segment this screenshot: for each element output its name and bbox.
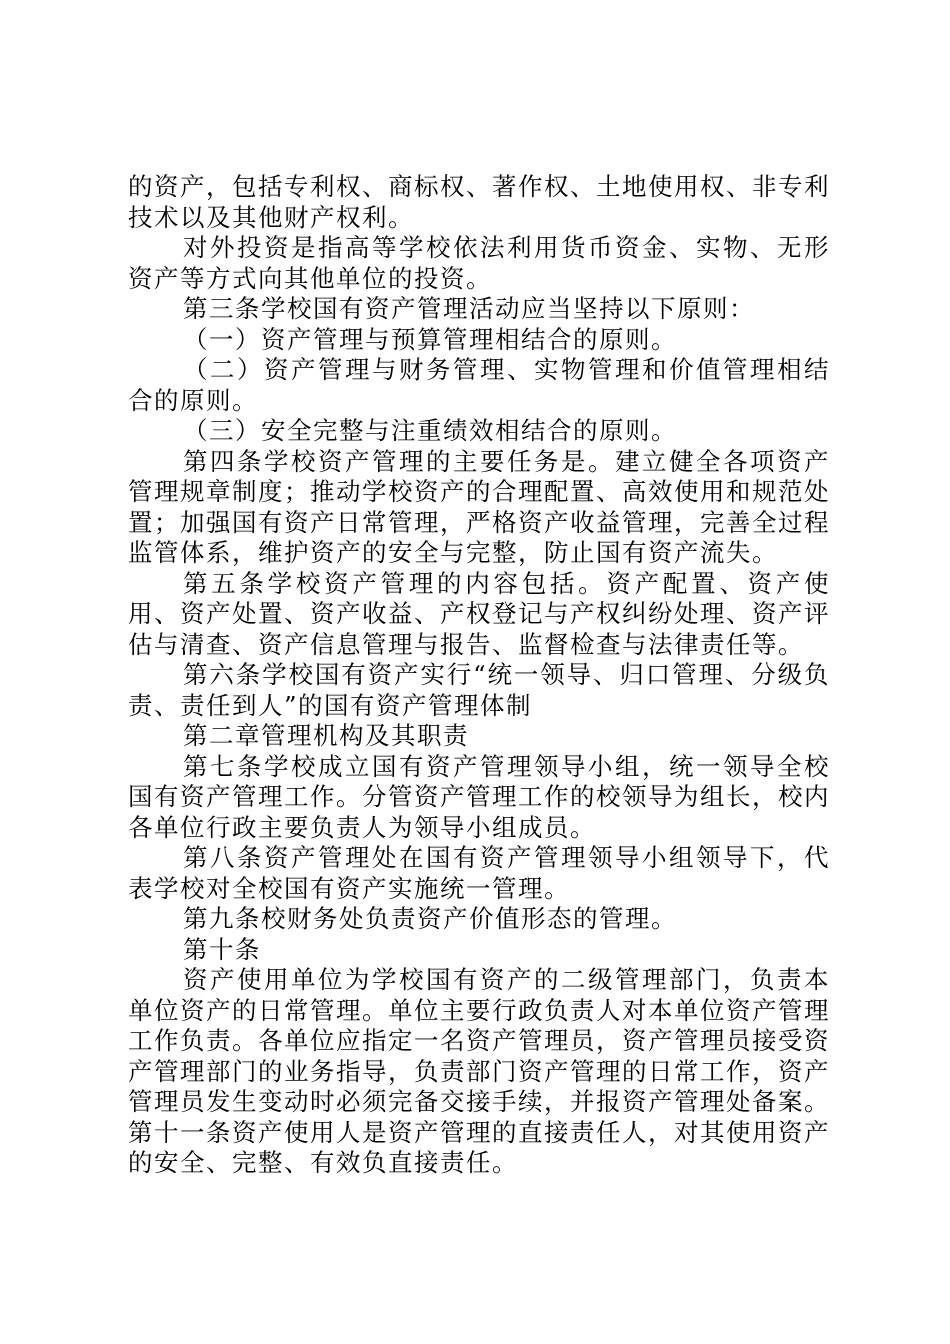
paragraph-intangible-assets-cont: 的资产，包括专利权、商标权、著作权、土地使用权、非专利技术以及其他财产权利。 bbox=[128, 172, 830, 232]
article-3: 第三条学校国有资产管理活动应当坚持以下原则： bbox=[183, 294, 755, 323]
article-9: 第九条校财务处负责资产价值形态的管理。 bbox=[183, 904, 677, 933]
article-10-body: 资产使用单位为学校国有资产的二级管理部门，负责本单位资产的日常管理。单位主要行政负责人对本单位资产管理工作负责。各单位应指定一名资产管理员，资产管理员接受资产管理部门的业务指导，负责部门资产管理的日常工作，资产管理员发生变动时必须完备交接手续，并报资产管理处备案。第十一条资产使用人是资产管理的直接责任人，对其使用资产的安全、完整、有效负直接责任。 bbox=[128, 965, 830, 1177]
chapter-2-heading: 第二章管理机构及其职责 bbox=[183, 721, 469, 750]
article-8: 第八条资产管理处在国有资产管理领导小组领导下，代表学校对全校国有资产实施统一管理。 bbox=[128, 843, 830, 903]
principle-2: （二）资产管理与财务管理、实物管理和价值管理相结合的原则。 bbox=[128, 355, 830, 415]
principle-3: （三）安全完整与注重绩效相结合的原则。 bbox=[183, 416, 677, 445]
document-body bbox=[128, 172, 830, 1179]
article-7: 第七条学校成立国有资产管理领导小组，统一领导全校国有资产管理工作。分管资产管理工作的校领导为组长，校内各单位行政主要负责人为领导小组成员。 bbox=[128, 751, 830, 842]
paragraph-external-investment: 对外投资是指高等学校依法利用货币资金、实物、无形资产等方式向其他单位的投资。 bbox=[128, 233, 830, 293]
article-5: 第五条学校资产管理的内容包括。资产配置、资产使用、资产处置、资产收益、产权登记与产权纠纷处理、资产评估与清查、资产信息管理与报告、监督检查与法律责任等。 bbox=[128, 568, 830, 659]
article-10-heading: 第十条 bbox=[183, 934, 261, 964]
principle-1: （一）资产管理与预算管理相结合的原则。 bbox=[183, 324, 677, 354]
article-4: 第四条学校资产管理的主要任务是。建立健全各项资产管理规章制度；推动学校资产的合理配置、高效使用和规范处置；加强国有资产日常管理，严格资产收益管理，完善全过程监管体系，维护资产的安全与完整，防止国有资产流失。 bbox=[128, 446, 830, 567]
article-6: 第六条学校国有资产实行“统一领导、归口管理、分级负责、责任到人”的国有资产管理体制 bbox=[128, 660, 830, 720]
